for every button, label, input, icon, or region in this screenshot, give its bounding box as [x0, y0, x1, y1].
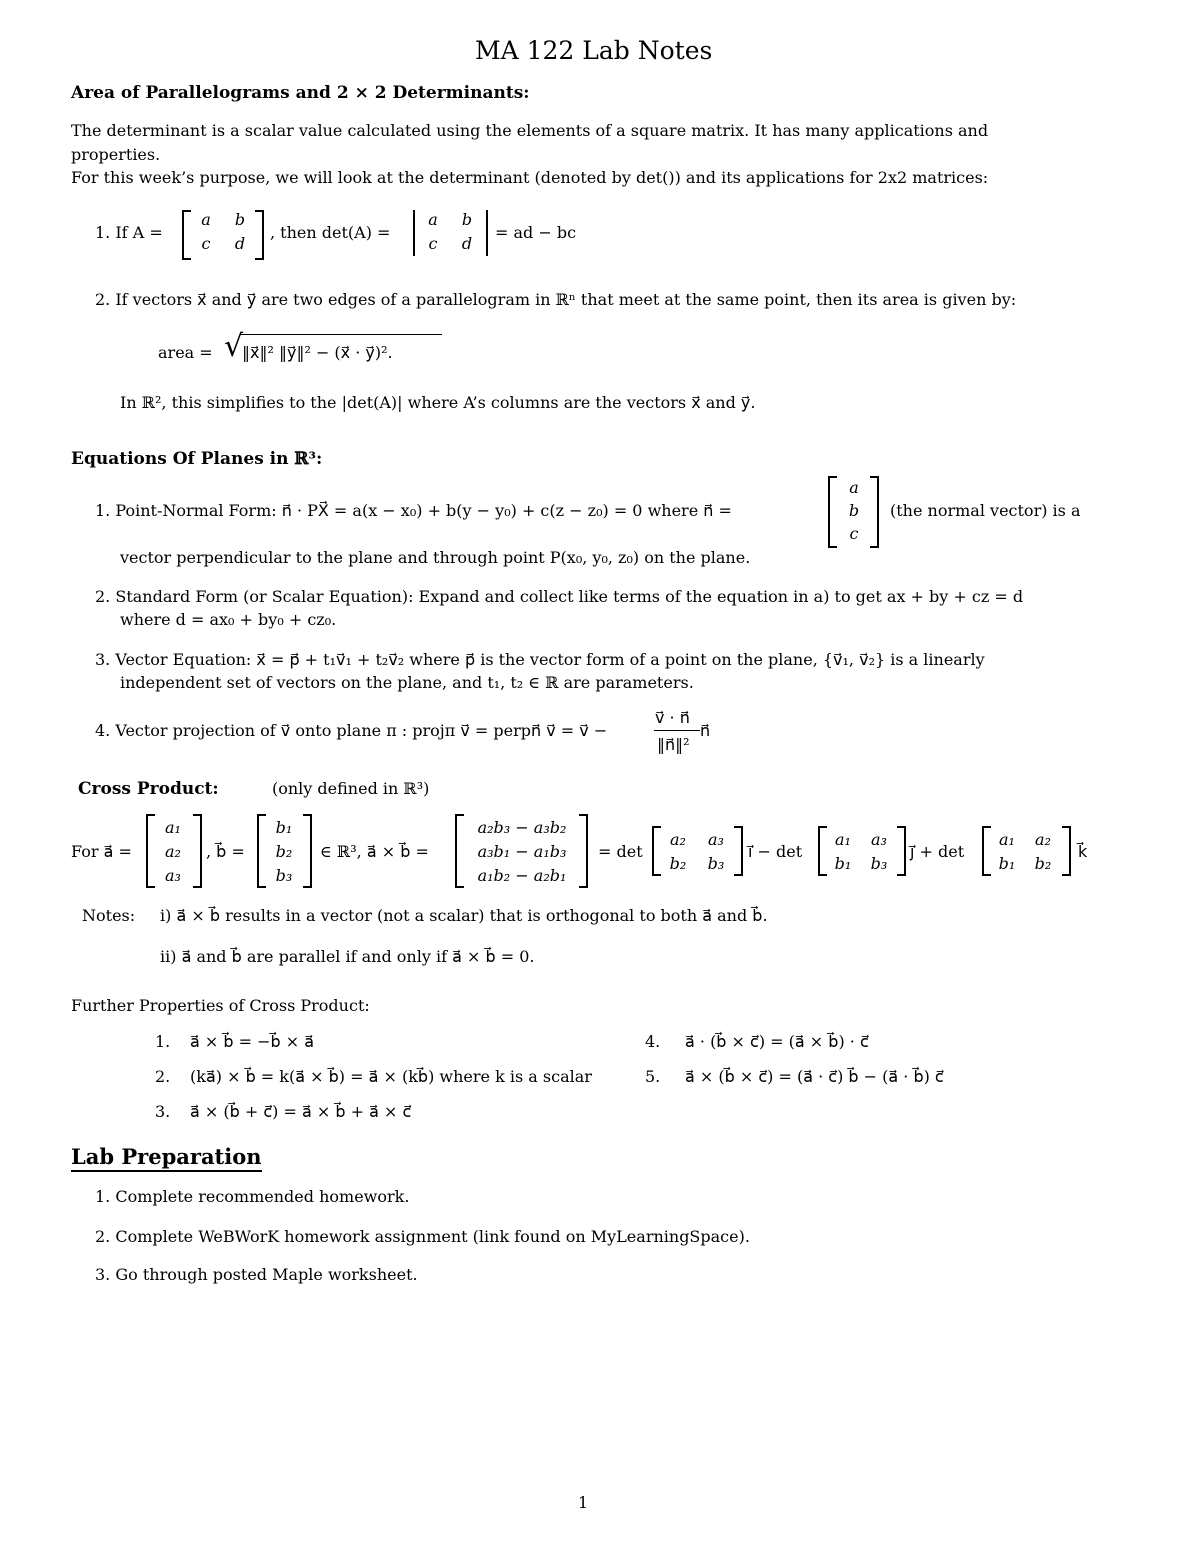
- det3-left-bracket: [982, 826, 991, 876]
- property-text: a⃗ · (b⃗ × c⃗) = (a⃗ × b⃗) · c⃗: [685, 1032, 869, 1051]
- cross-for-a: For a⃗ =: [71, 842, 132, 861]
- property-text: a⃗ × b⃗ = −b⃗ × a⃗: [190, 1032, 315, 1051]
- det2-entry: b₁: [834, 854, 852, 873]
- page-title: MA 122 Lab Notes: [475, 36, 713, 65]
- property-number: 5.: [645, 1067, 661, 1086]
- cross-b-label: , b⃗ =: [206, 842, 245, 861]
- a-vector-right-bracket: [193, 814, 202, 888]
- plane-item1-line2: vector perpendicular to the plane and through point P(x₀, y₀, z₀) on the plane.: [120, 548, 751, 567]
- plane-item2-line2: where d = ax₀ + by₀ + cz₀.: [120, 610, 337, 629]
- cross-k-unit: k⃗: [1078, 842, 1088, 861]
- cross-i-minus-det: i⃗ − det: [748, 842, 803, 861]
- cross-vector-entry: a₃b₁ − a₁b₃: [477, 842, 567, 861]
- det-entry: b: [461, 210, 473, 229]
- section-heading-planes: Equations Of Planes in ℝ³:: [71, 449, 323, 469]
- area-r2-note: In ℝ², this simplifies to the |det(A)| where A’s columns are the vectors x⃗ and y⃗.: [120, 393, 756, 412]
- matrix-entry: b: [234, 210, 246, 229]
- area-intro-line1: The determinant is a scalar value calculated using the elements of a square matrix. It has many applications and: [71, 121, 989, 140]
- page-number: 1: [578, 1493, 589, 1512]
- property-text: (ka⃗) × b⃗ = k(a⃗ × b⃗) = a⃗ × (kb⃗) where k is a scalar: [190, 1067, 592, 1086]
- det-item1-suffix: = ad − bc: [495, 223, 577, 242]
- normal-vector-entry: a: [849, 478, 859, 497]
- area-item2: 2. If vectors x⃗ and y⃗ are two edges of a parallelogram in ℝⁿ that meet at the same point, then its area is given by:: [95, 290, 1017, 309]
- cross-vector-left-bracket: [455, 814, 464, 888]
- b-vector-left-bracket: [257, 814, 266, 888]
- a-vector-left-bracket: [146, 814, 155, 888]
- plane-item3-line1: 3. Vector Equation: x⃗ = p⃗ + t₁v⃗₁ + t₂v⃗₂ where p⃗ is the vector form of a point on the plane, {v⃗₁, v⃗₂} is a linearly: [95, 650, 985, 669]
- normal-vector-right-bracket: [870, 476, 879, 548]
- sqrt-sign: √: [224, 329, 244, 364]
- sqrt-overline: [240, 334, 442, 335]
- plane-item1-after: (the normal vector) is a: [890, 501, 1081, 520]
- projection-fraction-bar: [654, 730, 700, 731]
- area-intro-line2: properties.: [71, 145, 161, 164]
- det1-right-bracket: [734, 826, 743, 876]
- matrix-entry: c: [201, 234, 211, 253]
- det3-entry: a₂: [1035, 830, 1051, 849]
- det1-entry: a₂: [670, 830, 686, 849]
- det3-entry: b₂: [1034, 854, 1052, 873]
- property-number: 1.: [155, 1032, 171, 1051]
- plane-item2-line1: 2. Standard Form (or Scalar Equation): Expand and collect like terms of the equation in a) to get ax + by + cz = d: [95, 587, 1024, 606]
- det3-entry: a₁: [999, 830, 1015, 849]
- normal-vector-entry: c: [849, 524, 859, 543]
- further-properties-heading: Further Properties of Cross Product:: [71, 996, 370, 1015]
- matrix-left-bracket: [182, 210, 191, 260]
- det1-entry: a₃: [708, 830, 724, 849]
- det2-entry: a₃: [871, 830, 887, 849]
- property-number: 2.: [155, 1067, 171, 1086]
- cross-in-r3: ∈ ℝ³, a⃗ × b⃗ =: [320, 842, 429, 861]
- det3-entry: b₁: [998, 854, 1016, 873]
- matrix-entry: a: [201, 210, 211, 229]
- matrix-right-bracket: [255, 210, 264, 260]
- cross-note2: ii) a⃗ and b⃗ are parallel if and only if a⃗ × b⃗ = 0.: [160, 947, 535, 966]
- det2-left-bracket: [818, 826, 827, 876]
- lab-prep-item: 3. Go through posted Maple worksheet.: [95, 1265, 418, 1284]
- cross-j-plus-det: j⃗ + det: [910, 842, 965, 861]
- section-heading-lab-prep: Lab Preparation: [71, 1144, 262, 1172]
- det2-entry: b₃: [870, 854, 888, 873]
- projection-denominator: ‖n⃗‖²: [657, 735, 690, 754]
- lab-prep-item: 1. Complete recommended homework.: [95, 1187, 410, 1206]
- plane-item4: 4. Vector projection of v⃗ onto plane π : projπ v⃗ = perpn⃗ v⃗ = v⃗ −: [95, 721, 608, 740]
- property-number: 4.: [645, 1032, 661, 1051]
- property-text: a⃗ × (b⃗ + c⃗) = a⃗ × b⃗ + a⃗ × c⃗: [190, 1102, 412, 1121]
- projection-tail: n⃗: [700, 721, 711, 740]
- det3-right-bracket: [1062, 826, 1071, 876]
- property-number: 3.: [155, 1102, 171, 1121]
- section-heading-area: Area of Parallelograms and 2 × 2 Determinants:: [71, 83, 530, 103]
- plane-item3-line2: independent set of vectors on the plane, and t₁, t₂ ∈ ℝ are parameters.: [120, 673, 694, 692]
- cross-notes-label: Notes:: [82, 906, 136, 925]
- property-text: a⃗ × (b⃗ × c⃗) = (a⃗ · c⃗) b⃗ − (a⃗ · b⃗) c⃗: [685, 1067, 944, 1086]
- section-heading-cross: Cross Product:: [78, 779, 219, 799]
- det-right-bar: [486, 210, 488, 256]
- cross-vector-entry: a₂b₃ − a₃b₂: [477, 818, 567, 837]
- normal-vector-left-bracket: [828, 476, 837, 548]
- cross-eq-det: = det: [598, 842, 643, 861]
- det1-left-bracket: [652, 826, 661, 876]
- det1-entry: b₂: [669, 854, 687, 873]
- det2-right-bracket: [897, 826, 906, 876]
- a-vector-entry: a₂: [165, 842, 181, 861]
- det-item1-mid: , then det(A) =: [270, 223, 391, 242]
- b-vector-entry: b₁: [275, 818, 293, 837]
- det-entry: d: [461, 234, 473, 253]
- det2-entry: a₁: [835, 830, 851, 849]
- cross-heading-note: (only defined in ℝ³): [272, 779, 430, 798]
- area-label: area =: [158, 343, 213, 362]
- a-vector-entry: a₁: [165, 818, 181, 837]
- plane-item1: 1. Point-Normal Form: n⃗ · PX⃗ = a(x − x₀) + b(y − y₀) + c(z − z₀) = 0 where n⃗ =: [95, 501, 732, 520]
- cross-vector-right-bracket: [579, 814, 588, 888]
- det-item1-prefix: 1. If A =: [95, 223, 163, 242]
- area-formula: ‖x⃗‖² ‖y⃗‖² − (x⃗ · y⃗)².: [242, 343, 393, 362]
- normal-vector-entry: b: [848, 501, 860, 520]
- det-entry: c: [428, 234, 438, 253]
- det1-entry: b₃: [707, 854, 725, 873]
- a-vector-entry: a₃: [165, 866, 181, 885]
- cross-note1: i) a⃗ × b⃗ results in a vector (not a scalar) that is orthogonal to both a⃗ and b⃗.: [160, 906, 768, 925]
- b-vector-right-bracket: [303, 814, 312, 888]
- det-left-bar: [413, 210, 415, 256]
- projection-numerator: v⃗ · n⃗: [655, 708, 690, 727]
- b-vector-entry: b₃: [275, 866, 293, 885]
- cross-vector-entry: a₁b₂ − a₂b₁: [477, 866, 567, 885]
- lab-prep-item: 2. Complete WeBWorK homework assignment (link found on MyLearningSpace).: [95, 1227, 750, 1246]
- det-entry: a: [428, 210, 438, 229]
- area-intro-line3: For this week’s purpose, we will look at the determinant (denoted by det()) and its applications for 2x2 matrices:: [71, 168, 989, 187]
- matrix-entry: d: [234, 234, 246, 253]
- b-vector-entry: b₂: [275, 842, 293, 861]
